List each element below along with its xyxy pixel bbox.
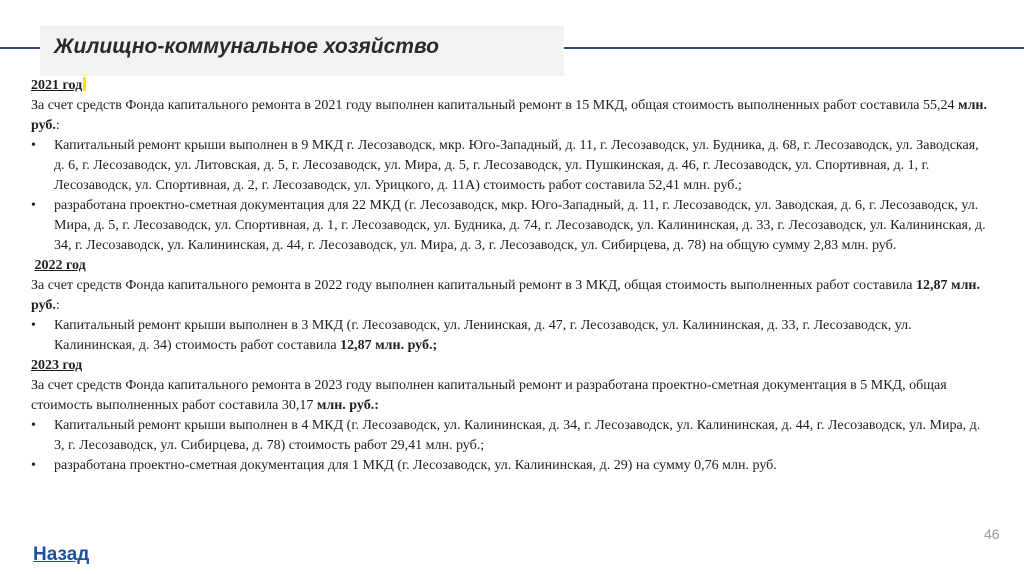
list-item-text: разработана проектно-сметная документация для 22 МКД (г. Лесозаводск, мкр. Юго-Западный, д. 11, г. Лесозаводск, ул. Заводская, д. 6, г. Лесозаводск, ул. Мира, д. 5, г. Лесозаводск, ул. Спортивная, д. 1, г. Лесозаводск, ул. Будника, д. 74, г. Лесозаводск, ул. Калининская, д. 33, г. Лесозаводск, ул. Калининская, д. 34, г. Лесозаводск, ул. Калининская, д. 44, г. Лесозаводск, ул. Мира, д. 3, г. Лесозаводск, ул. Сибирцева, д. 78) на общую сумму 2,83 млн. руб. bbox=[54, 198, 986, 253]
list-item-text: Капитальный ремонт крыши выполнен в 9 МКД г. Лесозаводск, мкр. Юго-Западный, д. 11, г. Лесозаводск, ул. Будника, д. 68, г. Лесозаводск, ул. Заводская, д. 6, г. Лесозаводск, ул. Литовская, д. 5, г. Лесозаводск, ул. Мира, д. 5, г. Лесозаводск, ул. Пушкинская, д. 46, г. Лесозаводск, ул. Спортивная, д. 1, г. Лесозаводск, ул. Спортивная, д. 2, г. Лесозаводск, ул. Урицкого, д. 11А) стоимость работ составила 52,41 млн. руб.; bbox=[54, 138, 979, 193]
bullet-glyph: • bbox=[31, 318, 36, 333]
list-item bbox=[31, 196, 991, 256]
list-item-text-main: Капитальный ремонт крыши выполнен в 3 МКД (г. Лесозаводск, ул. Ленинская, д. 47, г. Лесозаводск, ул. Калининская, д. 33, г. Лесозаводск, ул. Калининская, д. 34) стоимость работ составила bbox=[54, 318, 912, 353]
bullet-glyph: • bbox=[31, 418, 36, 433]
list-item-text bbox=[54, 316, 991, 356]
header-rule-right bbox=[564, 47, 1024, 49]
intro-amount-unit: млн. руб. bbox=[31, 98, 987, 133]
year-heading-2021 bbox=[31, 76, 991, 96]
intro-text: За счет средств Фонда капитального ремонта в 2022 году выполнен капитальный ремонт в 3 МКД, общая стоимость выполненных работ составила bbox=[31, 278, 917, 293]
back-link[interactable]: Назад bbox=[33, 544, 90, 565]
page-title: Жилищно-коммунальное хозяйство bbox=[54, 35, 439, 58]
intro-tail: : bbox=[55, 298, 60, 313]
list-item-amount: 12,87 млн. руб.; bbox=[340, 338, 438, 353]
list-item bbox=[31, 316, 991, 356]
year-label: 2021 год bbox=[31, 78, 83, 93]
intro-text: За счет средств Фонда капитального ремонта в 2021 году выполнен капитальный ремонт в 15 МКД, общая стоимость выполненных работ составила 55,24 bbox=[31, 98, 959, 113]
highlight-marker bbox=[83, 77, 86, 91]
list-item bbox=[31, 456, 991, 476]
year-label: 2022 год bbox=[34, 258, 86, 273]
intro-tail: : bbox=[55, 118, 60, 133]
content bbox=[31, 76, 991, 476]
section-intro-2022 bbox=[31, 276, 991, 316]
year-label: 2023 год bbox=[31, 358, 83, 373]
year-heading-2022 bbox=[31, 256, 991, 276]
list-item bbox=[31, 416, 991, 456]
intro-amount-unit: млн. руб.: bbox=[316, 398, 379, 413]
intro-text: За счет средств Фонда капитального ремонта в 2023 году выполнен капитальный ремонт и разработана проектно-сметная документация в 5 МКД, общая стоимость выполненных работ составила 30,17 bbox=[31, 378, 947, 413]
bullet-glyph: • bbox=[31, 138, 36, 153]
bullet-glyph: • bbox=[31, 458, 36, 473]
list-item bbox=[31, 136, 991, 196]
section-intro-2023 bbox=[31, 376, 991, 416]
year-heading-2023 bbox=[31, 356, 991, 376]
bullet-glyph: • bbox=[31, 198, 36, 213]
page-number: 46 bbox=[984, 526, 1000, 542]
intro-amount: 12,87 млн. руб. bbox=[31, 278, 980, 313]
list-item-text: разработана проектно-сметная документация для 1 МКД (г. Лесозаводск, ул. Калининская, д. 29) на сумму 0,76 млн. руб. bbox=[54, 458, 777, 473]
section-intro-2021 bbox=[31, 96, 991, 136]
title-box bbox=[40, 26, 564, 76]
list-item-text: Капитальный ремонт крыши выполнен в 4 МКД (г. Лесозаводск, ул. Калининская, д. 34, г. Лесозаводск, ул. Калининская, д. 44, г. Лесозаводск, ул. Мира, д. 3, г. Лесозаводск, ул. Сибирцева, д. 78) стоимость работ 29,41 млн. руб.; bbox=[54, 418, 981, 453]
